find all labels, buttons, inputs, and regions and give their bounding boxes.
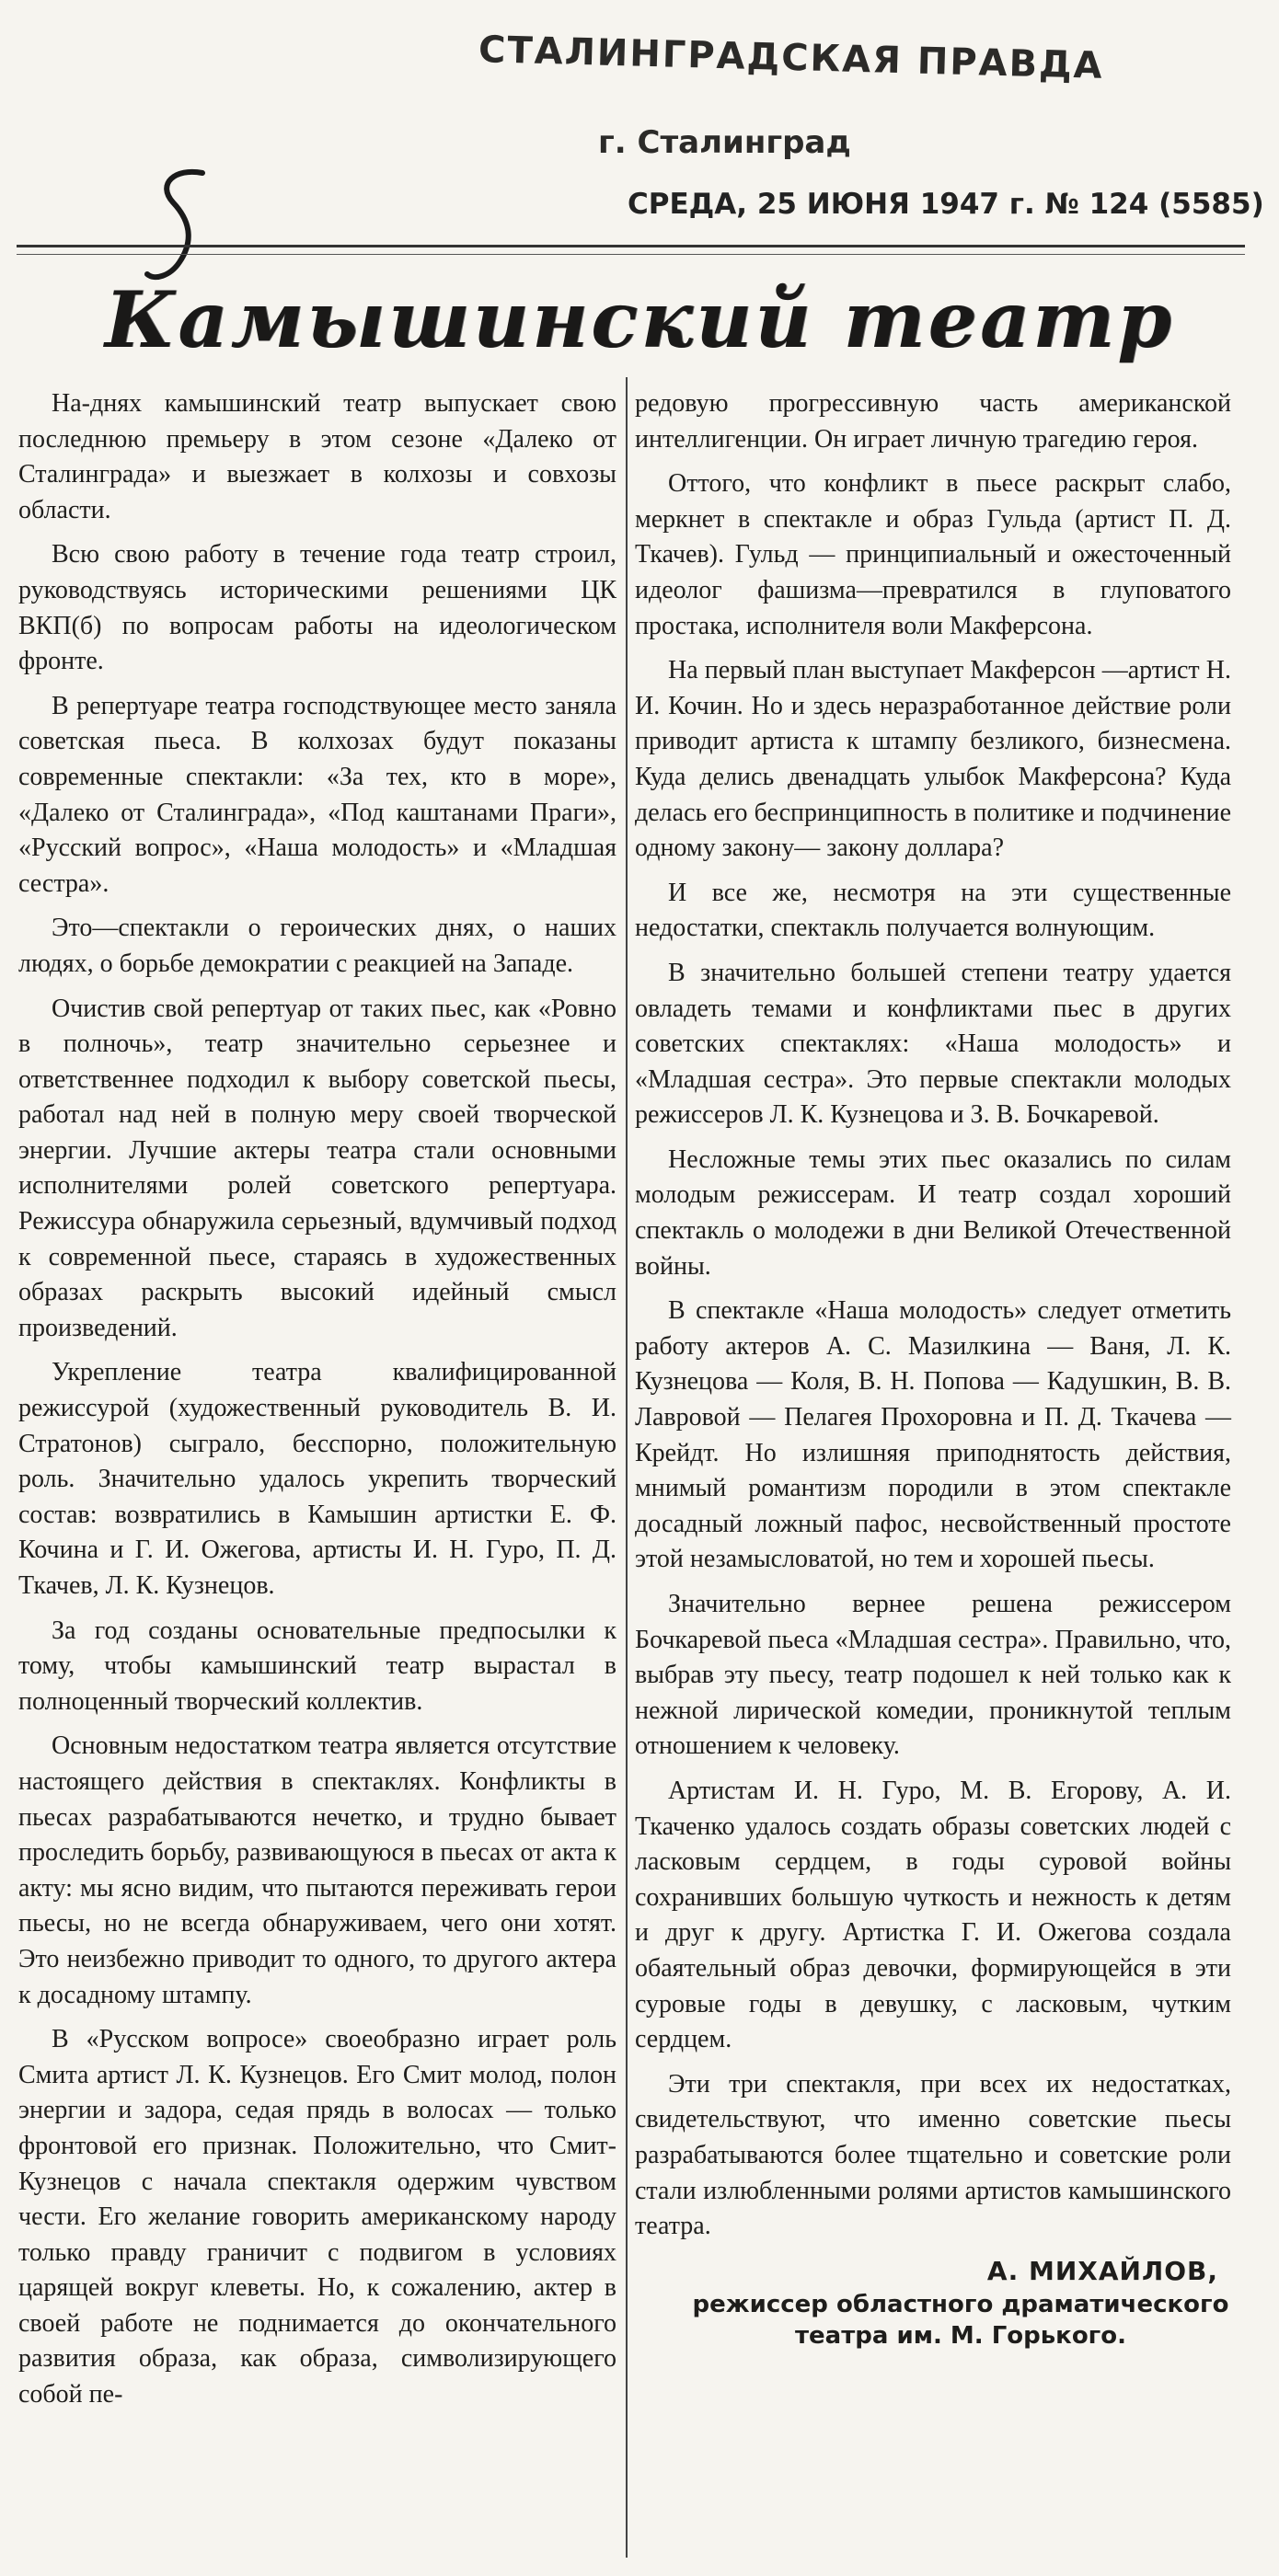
paragraph: Очистив свой репертуар от таких пьес, как «Ровно в полночь», театр значительно серьезнее и ответственнее подходил к выбору советской пьесы, работал над ней в полную меру своей творческой энергии. Лучшие актеры театра стали основными исполнителями ролей советского репертуара. Режиссура обнаружила серьезный, вдумчивый подход к современной пьесе, стараясь в художественных образах раскрыть высокий идейный смысл произведений. — [18, 994, 616, 1342]
paragraph: И все же, несмотря на эти существенные недостатки, спектакль получается волнующим. — [635, 878, 1231, 943]
paragraph: В спектакле «Наша молодость» следует отметить работу актеров А. С. Мазилкина — Ваня, Л. К. Кузнецова — Коля, В. Н. Попова — Кадушкин, В. В. Лавровой — Пелагея Прохоровна и П. Д. Ткачева — Крейдт. Но излишняя приподнятость действия, мнимый романтизм породили в этом спектакле досадный ложный пафос, несвойственный простоте этой незамысловатой, но тем и хорошей пьесы. — [635, 1296, 1231, 1574]
masthead-rule-thin — [17, 254, 1245, 255]
stamp-city: г. Сталинград — [598, 124, 851, 161]
author-role: режиссер областного драматического театра им. М. Горького. — [692, 2291, 1229, 2351]
article-title: Камышинский театр — [104, 274, 1175, 365]
paragraph: Укрепление театра квалифицированной режиссурой (художественный руководитель В. И. Стратонов) сыграло, бесспорно, положительную роль. Значительно удалось укрепить творческий состав: возвратились в Камышин артистки Е. Ф. Кочина и Г. И. Ожегова, артисты И. Н. Гуро, П. Д. Ткачев, Л. К. Кузнецов. — [18, 1358, 616, 1600]
paragraph: В репертуаре театра господствующее место заняла советская пьеса. В колхозах будут показаны современные спектакли: «За тех, кто в море», «Далеко от Сталинграда», «Под каштанами Праги», «Русский вопрос», «Наша молодость» и «Младшая сестра». — [18, 691, 616, 898]
paragraph: Оттого, что конфликт в пьесе раскрыт слабо, меркнет в спектакле и образ Гульда (артист П. Д. Ткачев). Гульд — принципиальный и ожесточенный идеолог фашизма—превратился в глуповатого простака, исполнителя воли Макферсона. — [635, 469, 1231, 640]
paragraph: В значительно большей степени театру удается овладеть темами и конфликтами пьес в других советских спектаклях: «Наша молодость» и «Младшая сестра». Это первые спектакли молодых режиссеров Л. К. Кузнецова и З. В. Бочкаревой. — [635, 958, 1231, 1130]
newspaper-stamp: СТАЛИНГРАДСКАЯ ПРАВДА — [478, 29, 1105, 87]
issue-date-line: СРЕДА, 25 ИЮНЯ 1947 г. № 124 (5585) — [628, 188, 1264, 221]
paragraph: Значительно вернее решена режиссером Бочкаревой пьеса «Младшая сестра». Правильно, что, выбрав эту пьесу, театр подошел к ней только как к нежной лирической комедии, проникнутой теплым отношением к человеку. — [635, 1590, 1231, 1761]
paragraph: Несложные темы этих пьес оказались по силам молодым режиссерам. И театр создал хороший спектакль о молодежи в дни Великой Отечественной войны. — [635, 1144, 1231, 1281]
paragraph: На-днях камышинский театр выпускает свою последнюю премьеру в этом сезоне «Далеко от Сталинграда» и выезжает в колхозы и совхозы области. — [18, 389, 616, 524]
paragraph: Это—спектакли о героических днях, о наших людях, о борьбе демократии с реакцией на Западе. — [18, 914, 616, 978]
paragraph: На первый план выступает Макферсон —артист Н. И. Кочин. Но и здесь неразработанное действие роли приводит артиста к штампу безликого, бизнесмена. Куда делись двенадцать улыбок Макферсона? Куда делась его беспринципность в политике и подчинение одному закону— закону доллара? — [635, 656, 1231, 863]
paragraph: Всю свою работу в течение года театр строил, руководствуясь историческими решениями ЦК ВКП(б) по вопросам работы на идеологическом фронте. — [18, 540, 616, 676]
masthead-rule — [17, 245, 1245, 247]
article-column-right — [635, 386, 1231, 2352]
paragraph: Эти три спектакля, при всех их недостатках, свидетельствуют, что именно советские пьесы разрабатываются более тщательно и советские роли стали излюбленными ролями артистов камышинского театра. — [635, 2069, 1231, 2241]
paragraph: Артистам И. Н. Гуро, М. В. Егорову, А. И. Ткаченко удалось создать образы советских людей с ласковым сердцем, в годы суровой войны сохранивших большую чуткость и нежность к детям и друг к другу. Артистка Г. И. Ожегова создала обаятельный образ девочки, формирующейся в эти суровые годы в девушку, с ласковым, чутким сердцем. — [635, 1776, 1231, 2054]
paragraph: За год созданы основательные предпосылки к тому, чтобы камышинский театр вырастал в полноценный творческий коллектив. — [18, 1616, 616, 1716]
author-name: А. МИХАЙЛОВ, — [986, 2255, 1218, 2286]
paragraph: Основным недостатком театра является отсутствие настоящего действия в спектаклях. Конфликты в пьесах разрабатываются нечетко, и трудно бывает проследить борьбу, развивающуюся в пьесах от акта к акту: мы ясно видим, что пытаются переживать герои пьесы, но не всегда обнаруживаем, чего они хотят. Это неизбежно приводит то одного, то другого актера к досадному штампу. — [18, 1731, 616, 2009]
paragraph-continuation: редовую прогрессивную часть американской интеллигенции. Он играет личную трагедию героя. — [635, 389, 1231, 454]
article-column-left — [18, 386, 616, 2422]
paragraph: В «Русском вопросе» своеобразно играет роль Смита артист Л. К. Кузнецов. Его Смит молод, полон энергии и задора, седая прядь в волосах — только фронтовой его признак. Положительно, что Смит-Кузнецов с начала спектакля одержим чувством чести. Его желание говорить американскому народу только правду граничит с подвигом в условиях царящей вокруг клеветы. Но, к сожалению, актер в своей работе не поднимается до окончательного развития образа, как образа, символизирующего собой пе- — [18, 2025, 616, 2409]
column-divider — [626, 377, 628, 2558]
